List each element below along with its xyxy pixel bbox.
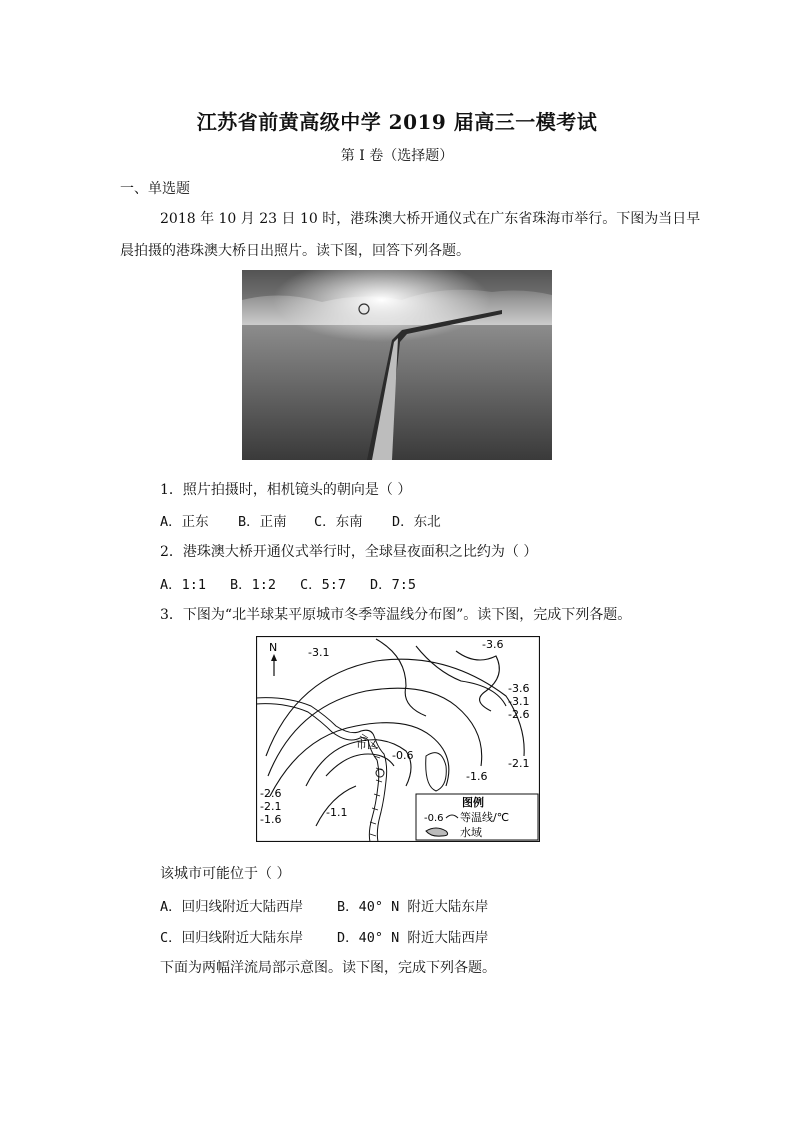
isotherm-label: -1.6 — [260, 813, 282, 826]
question-1-options — [160, 510, 441, 530]
q2-option-b[interactable]: B．1:2 — [230, 577, 277, 593]
isotherm-label: -3.6 — [508, 682, 530, 695]
legend-isotherm-value: -0.6 — [424, 813, 444, 824]
north-label: N — [269, 641, 278, 654]
intro-paragraph-line1: 2018 年 10 月 23 日 10 时，港珠澳大桥开通仪式在广东省珠海市举行。下图为当日早 — [160, 211, 701, 227]
intro-paragraph-line2: 晨拍摄的港珠澳大桥日出照片。读下图，回答下列各题。 — [120, 243, 470, 259]
isotherm-map — [256, 636, 540, 842]
question-2-stem: 2．港珠澳大桥开通仪式举行时，全球昼夜面积之比约为（ ） — [160, 544, 538, 560]
question-3-sub-stem: 该城市可能位于（ ） — [160, 866, 291, 882]
q1-option-c[interactable]: C．东南 — [314, 514, 363, 530]
q1-option-b[interactable]: B．正南 — [238, 514, 287, 530]
q3-option-c[interactable]: C．回归线附近大陆东岸 — [160, 930, 304, 946]
map-legend — [416, 794, 538, 840]
isotherm-label: -2.1 — [508, 757, 530, 770]
q1-option-a[interactable]: A．正东 — [160, 514, 209, 530]
isotherm-label: -3.1 — [508, 695, 530, 708]
q1-option-d[interactable]: D．东北 — [392, 514, 441, 530]
volume-subtitle: 第 I 卷（选择题） — [340, 148, 454, 164]
bridge-sunrise-photo — [242, 270, 552, 460]
question-3-stem: 3．下图为“北半球某平原城市冬季等温线分布图”。读下图，完成下列各题。 — [160, 607, 632, 623]
legend-water-label: 水域 — [460, 826, 482, 839]
city-label: 市区 — [356, 738, 378, 751]
legend-title: 图例 — [462, 796, 484, 809]
isotherm-label: -0.6 — [392, 749, 414, 762]
isotherm-label: -2.1 — [260, 800, 282, 813]
q3-option-a[interactable]: A．回归线附近大陆西岸 — [160, 899, 304, 915]
closing-instruction: 下面为两幅洋流局部示意图。读下图，完成下列各题。 — [160, 960, 496, 976]
question-1-stem: 1．照片拍摄时，相机镜头的朝向是（ ） — [160, 482, 412, 498]
q2-option-d[interactable]: D．7:5 — [370, 577, 417, 593]
isotherm-label: -2.6 — [508, 708, 530, 721]
question-2-options — [160, 573, 416, 593]
q3-option-b[interactable]: B．40° N 附近大陆东岸 — [337, 899, 489, 915]
document-title: 江苏省前黄高级中学 2019 届高三一模考试 — [196, 110, 598, 134]
legend-isotherm-label: 等温线/℃ — [460, 811, 510, 824]
isotherm-label: -3.1 — [308, 646, 330, 659]
section-heading: 一、单选题 — [120, 181, 190, 197]
q2-option-c[interactable]: C．5:7 — [300, 577, 347, 593]
isotherm-label: -1.1 — [326, 806, 348, 819]
isotherm-label: -2.6 — [260, 787, 282, 800]
isotherm-label: -3.6 — [482, 638, 504, 651]
isotherm-label: -1.6 — [466, 770, 488, 783]
q3-option-d[interactable]: D．40° N 附近大陆西岸 — [337, 930, 489, 946]
q2-option-a[interactable]: A．1:1 — [160, 577, 207, 593]
